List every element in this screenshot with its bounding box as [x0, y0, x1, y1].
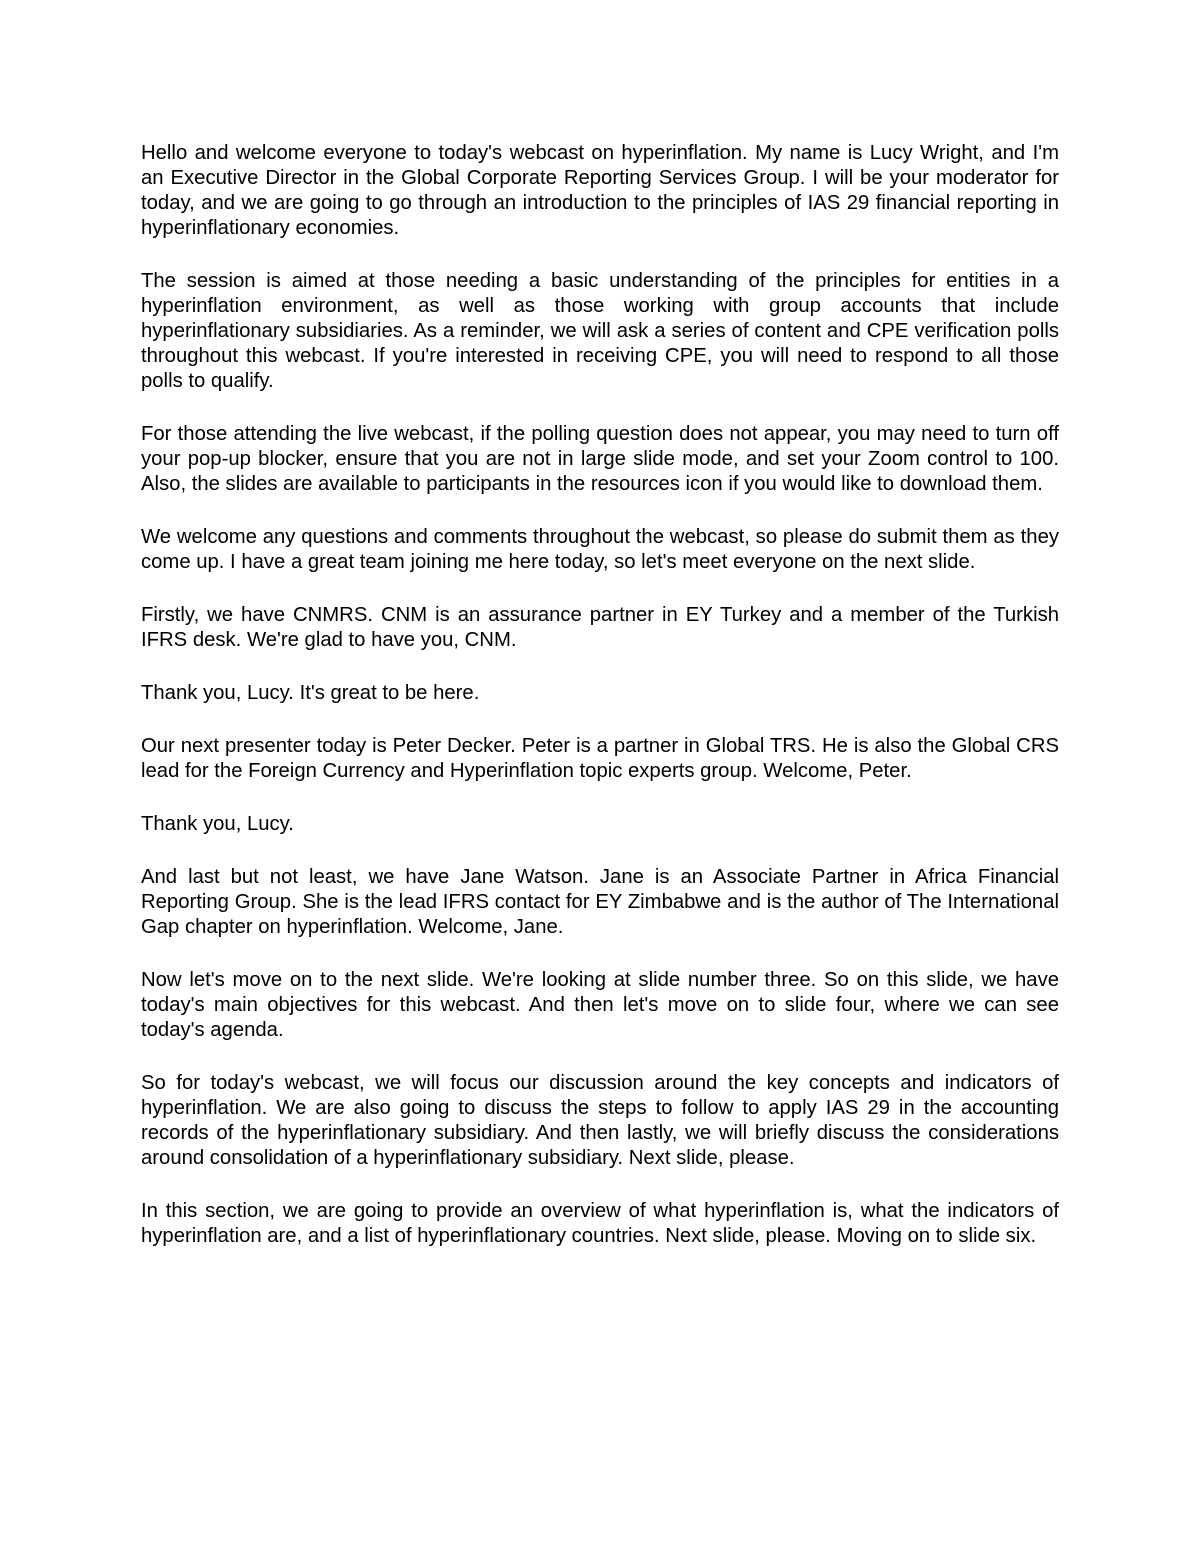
paragraph-questions: We welcome any questions and comments throughout the webcast, so please do submit them as they come up. I have a great team joining me here today, so let's meet everyone on the next slide.	[141, 526, 1059, 573]
paragraph-session-aim: The session is aimed at those needing a basic understanding of the principles for entities in a hyperinflation environment, as well as those working with group accounts that include hyperinflationary subsidiaries. As a reminder, we will ask a series of content and CPE verification polls throughout this webcast. If you're interested in receiving CPE, you will need to respond to all those polls to qualify.	[141, 270, 1059, 392]
paragraph-welcome: Hello and welcome everyone to today's webcast on hyperinflation. My name is Lucy Wright, and I'm an Executive Director in the Global Corporate Reporting Services Group. I will be your moderator for today, and we are going to go through an introduction to the principles of IAS 29 financial reporting in hyperinflationary economies.	[141, 142, 1059, 239]
paragraph-reply-1: Thank you, Lucy. It's great to be here.	[141, 682, 480, 704]
paragraph-live-webcast: For those attending the live webcast, if the polling question does not appear, you may need to turn off your pop-up blocker, ensure that you are not in large slide mode, and set your Zoom control to 100. Also, the slides are available to participants in the resources icon if you would like to download them.	[141, 423, 1059, 495]
paragraph-third-presenter: And last but not least, we have Jane Watson. Jane is an Associate Partner in Africa Financial Reporting Group. She is the lead IFRS contact for EY Zimbabwe and is the author of The International Gap chapter on hyperinflation. Welcome, Jane.	[141, 866, 1059, 938]
paragraph-objectives: Now let's move on to the next slide. We're looking at slide number three. So on this slide, we have today's main objectives for this webcast. And then let's move on to slide four, where we can see today's agenda.	[141, 969, 1059, 1041]
paragraph-agenda: So for today's webcast, we will focus our discussion around the key concepts and indicators of hyperinflation. We are also going to discuss the steps to follow to apply IAS 29 in the accounting records of the hyperinflationary subsidiary. And then lastly, we will briefly discuss the considerations around consolidation of a hyperinflationary subsidiary. Next slide, please.	[141, 1072, 1059, 1169]
paragraph-reply-2: Thank you, Lucy.	[141, 813, 294, 835]
transcript-body	[141, 141, 1059, 1277]
paragraph-section-overview: In this section, we are going to provide an overview of what hyperinflation is, what the indicators of hyperinflation are, and a list of hyperinflationary countries. Next slide, please. Moving on to slide six.	[141, 1200, 1059, 1247]
paragraph-second-presenter: Our next presenter today is Peter Decker. Peter is a partner in Global TRS. He is also the Global CRS lead for the Foreign Currency and Hyperinflation topic experts group. Welcome, Peter.	[141, 735, 1059, 782]
paragraph-first-presenter: Firstly, we have CNMRS. CNM is an assurance partner in EY Turkey and a member of the Turkish IFRS desk. We're glad to have you, CNM.	[141, 604, 1059, 651]
